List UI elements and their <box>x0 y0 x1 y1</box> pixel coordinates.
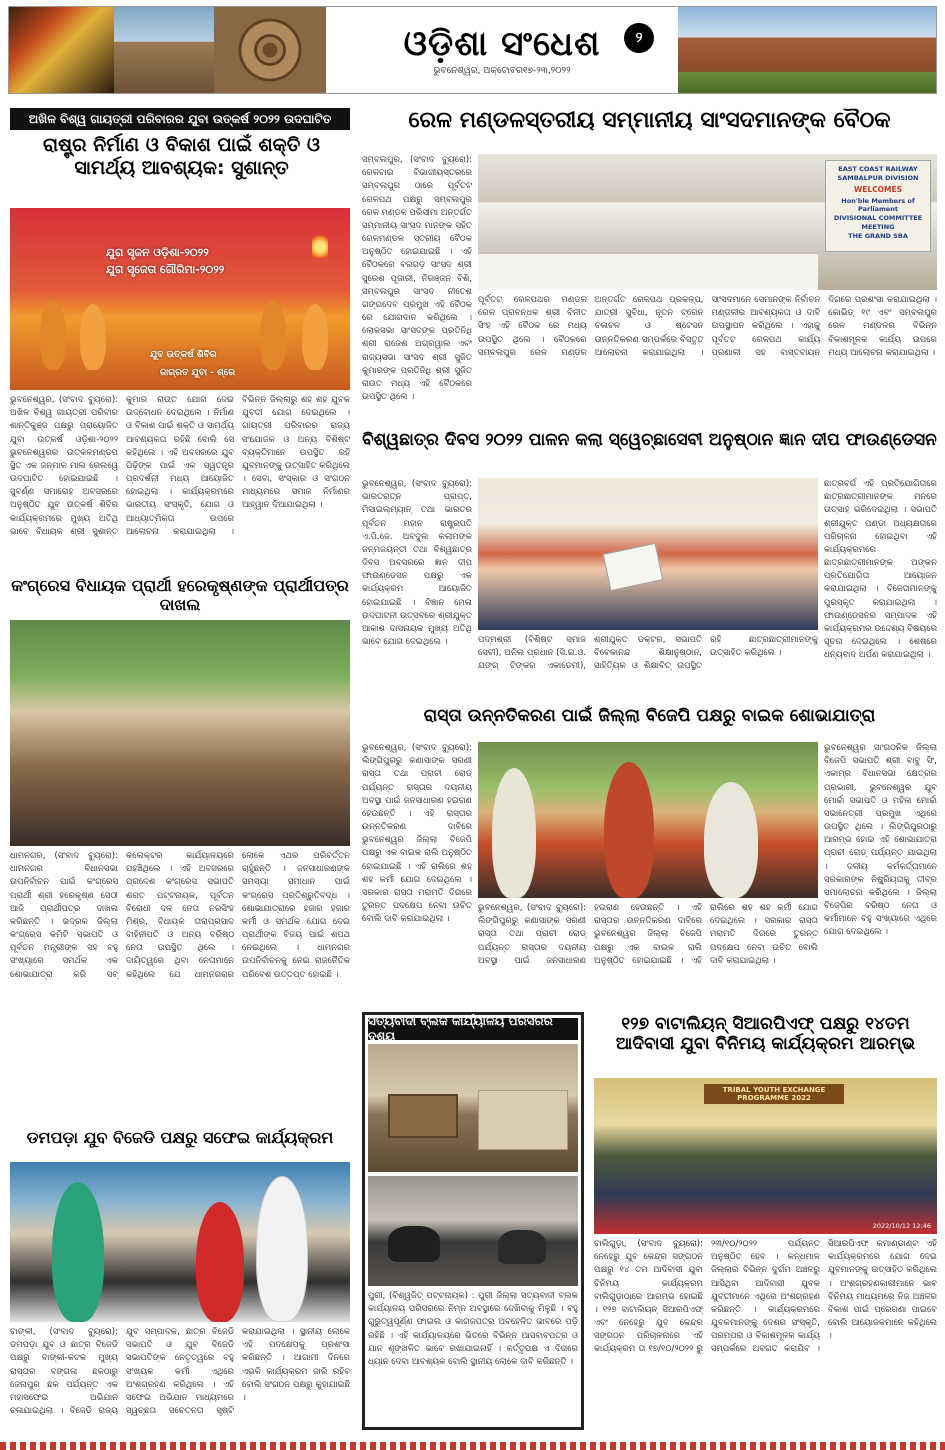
article6-body: ପୁରୀ, (ବିଶ୍ୱଜିତ୍ ପଟ୍ଟନାୟକ) : ପୁରୀ ଜିଲ୍ଲା ସତ୍ୟବାଦୀ ବ୍ଲକ କାର୍ଯ୍ୟାଳୟ ପରିସରରେ ନିମ୍ନ ଅବସ୍ଥାରେ ଦେଖିବାକୁ ମିଳୁଛି । ବହୁ ଗୁରୁତ୍ୱପୂର୍ଣ୍ଣ ଫାଇଲ ଓ କାଗଜପତ୍ର ଅବହେଳିତ ଭାବରେ ପଡ଼ି ରହିଛି । ଏହି କାର୍ଯ୍ୟାଳୟରେ ଭିତରେ ବିଭିନ୍ନ ଆସବାବପତ୍ର ଓ ଯାନ ଶୃଙ୍ଖଳିତ ଭାବେ ରଖାଯାଇନାହିଁ । କର୍ତ୍ତୃପକ୍ଷ ଏ ଦିଗରେ ଧ୍ୟାନ ଦେବା ଆବଶ୍ୟକ ବୋଲି ସ୍ଥାନୀୟ ଲୋକେ ଦାବି କରିଛନ୍ତି । <box>368 1291 578 1367</box>
parked-vehicles-photo <box>368 1176 578 1286</box>
article7-body: ବାଲିଗୁଡ଼ା, (ସଂବାଦ ବ୍ୟୁରୋ): ନେହେରୁ ଯୁବ କେନ୍ଦ୍ର ସଙ୍ଗଠନ ପକ୍ଷରୁ ୧୪ ତମ ଆଦିବାସୀ ଯୁବା ବିନିମୟ କାର୍ଯ୍ୟକ୍ରମ ବାଲିଗୁଡ଼ାଠାରେ ଆରମ୍ଭ ହୋଇଛି । ୧୨୭ ବାଟାଲିୟନ୍ ସିଆରପିଏଫ୍ ଏବଂ ନେହେରୁ ଯୁବ କେନ୍ଦ୍ର ସଙ୍ଗଠନ ପରିଚାଳନାରେ ଏହି କାର୍ଯ୍ୟକ୍ରମ ତା ୧୭/୧୦/୨୦୨୨ ରୁ ୨୩/୧୦/୨୦୨୨ ପର୍ଯ୍ୟନ୍ତ ଅନୁଷ୍ଠିତ ହେବ । କନ୍ଧମାଳ ଜିଲ୍ଲାର ବିଭିନ୍ନ ଦୁର୍ଗମ ଅଞ୍ଚଳରୁ ଆସିଥିବା ଆଦିବାସୀ ଯୁବକ ଯୁବତୀମାନେ ଏଥିରେ ଅଂଶଗ୍ରହଣ କରିଛନ୍ତି । କାର୍ଯ୍ୟକ୍ରମରେ ଯୁବକମାନଙ୍କୁ ଦେଶର ସଂସ୍କୃତି, ପରମ୍ପରା ଓ ବିକାଶମୂଳକ କାର୍ଯ୍ୟ ସମ୍ପର୍କରେ ଅବଗତ କରାଯିବ । ସିଆରପିଏଫ୍ କମାଣ୍ଡାଣ୍ଟ ଏହି କାର୍ଯ୍ୟକ୍ରମରେ ଯୋଗ ଦେଇ ଯୁବମାନଙ୍କୁ ଉତ୍ସାହିତ କରିଥିଲେ । ଅଂଶଗ୍ରହଣକାରୀମାନେ ଭାବ ବିନିମୟ ମାଧ୍ୟମରେ ନିଜ ଅଞ୍ଚଳର ବିକାଶ ପାଇଁ ପ୍ରେରଣା ପାଇବେ ବୋଲି ଆୟୋଜକମାନେ କହିଥିଲେ । <box>594 1239 937 1355</box>
article5-body-left: ଭୁବନେଶ୍ୱର, (ସଂବାଦ ବ୍ୟୁରୋ): ଲିଙ୍ଗିପୁରରୁ କଣାସାଙ୍କ ସରଣୀ ରାସ୍ତା ତଥା ପ୍ରାଚୀ ରୋଡ୍ ପର୍ଯ୍ୟନ୍ତ ରାସ୍ତାର ଦୟନୀୟ ଅବସ୍ଥା ପାଇଁ ଜନସାଧାରଣ ହଇରାଣ ହେଉଛନ୍ତି । ଏହି ରାସ୍ତାର ଉନ୍ନତିକରଣ ଦାବିରେ ଭୁବନେଶ୍ୱର ଜିଲ୍ଲା ବିଜେପି ପକ୍ଷରୁ ଏକ ବାଇକ ରାଲି ଅନୁଷ୍ଠିତ ହୋଇଯାଇଛି । ଏହି ରାଲିରେ ଶହ ଶହ କର୍ମୀ ଯୋଗ ଦେଇଥିଲେ । ସରକାର ରାସ୍ତା ମରାମତି ଦିଗରେ ତୁରନ୍ତ ପଦକ୍ଷେପ ନେବା ଉଚିତ ବୋଲି ଦାବି କରାଯାଇଥିଲା । <box>362 743 472 925</box>
stage-banner-line1: ଯୁଗ ସୃଜନ ଓଡ଼ିଶା-୨୦୨୨ <box>106 246 209 259</box>
welcome-line3: WELCOMES <box>853 184 903 194</box>
cleanup-volunteer <box>256 1176 308 1322</box>
welcome-line4: Hon'ble Members of Parliament <box>841 196 915 214</box>
article4-body-left: ଭୁବନେଶ୍ୱର, (ସଂବାଦ ବ୍ୟୁରୋ): ଭାରତରତ୍ନ ପ୍ରାପ୍ତ, ମିସାଇଲ୍ମ୍ୟାନ୍ ତଥା ଭାରତର ପୂର୍ବତନ ମହାନ ରାଷ୍ଟ୍ରପତି ଏ.ପି.ଜେ. ଅବଦୁଲ କଲାମଙ୍କ ଜନ୍ମଜୟନ୍ତୀ ତଥା ବିଶ୍ୱଛାତ୍ର ଦିବସ ଅବସରରେ ଜ୍ଞାନ ଦୀପ ଫାଉଣ୍ଡେସନ ପକ୍ଷରୁ ଏକ କାର୍ଯ୍ୟକ୍ରମ ଆୟୋଜିତ ହୋଇଯାଇଛି । ବିଜ୍ଞାନ ମେଳା ଉଦଘାଟନୀ ଉତ୍ସବରେ ଶ୍ରୀଯୁକ୍ତ ଆକାଶ ଦାସନାୟକ ମୁଖ୍ୟ ଅତିଥି ଭାବେ ଯୋଗ ଦେଇଥିଲେ । <box>362 479 472 648</box>
stage-banner-line4: ଜାଗ୍ରତ ଯୁବା - ଶ୍ରେ <box>160 368 236 378</box>
cleanup-volunteer <box>52 1182 104 1322</box>
cleanup-volunteer <box>196 1202 244 1322</box>
bottom-border-rule <box>0 1442 945 1450</box>
youth-festival-stage-photo <box>10 208 350 390</box>
masthead-title-block <box>326 7 678 93</box>
article6-box-title: ସତ୍ୟବାଦୀ ବ୍ଲକ କାର୍ଯ୍ୟାଳୟ ପରିସରର ଦୃଶ୍ୟ <box>368 1018 578 1040</box>
page-number: ୨ <box>624 23 654 53</box>
railway-meeting-photo <box>478 154 937 290</box>
newspaper-name: ଓଡ଼ିଶା ସଂଧେଶ <box>403 24 601 64</box>
office-files-photo <box>368 1044 578 1172</box>
bike-rally-photo <box>478 742 818 898</box>
article8-body: ବାଙ୍କୀ, (ସଂବାଦ ବ୍ୟୁରୋ): ଡମପଡ଼ା ଯୁବ ଓ ଛାତ୍ର ବିଜେଡି ପକ୍ଷରୁ ବାଙ୍କୀ-କଟକ ମୁଖ୍ୟ ରାସ୍ତାର ବଙ୍ଗଳା ଛକଠାରୁ ଜେନାପୁର ଛକ ପର୍ଯ୍ୟନ୍ତ ଏକ ମହାସଫେଇ ଅଭିଯାନ ଚଳାଯାଇଥିଲା । ବିଜେଡି ରାଜ୍ୟ ଯୁବ ସମ୍ପାଦକ, ଛାତ୍ର ବିଜେଡି ସଭାପତି ଓ ଯୁବ ବିଜେଡି ସଭାପତିଙ୍କ ନେତୃତ୍ୱରେ ବହୁ ସଂଖ୍ୟକ କର୍ମୀ ଏଥିରେ ଅଂଶଗ୍ରହଣ କରିଥିଲେ । ଏହି ସଫେଇ ଅଭିଯାନ ମାଧ୍ୟମରେ ସ୍ୱଚ୍ଛତା ସଚେତନତା ସୃଷ୍ଟି କରାଯାଇଥିଲା । ସ୍ଥାନୀୟ ଲୋକେ ଏହି ପଦକ୍ଷେପକୁ ପ୍ରଶଂସା କରିଛନ୍ତି । ଆଗାମୀ ଦିନରେ ଏଭଳି କାର୍ଯ୍ୟକ୍ରମ ଜାରି ରହିବ ବୋଲି ସଂଗଠନ ପକ୍ଷରୁ କୁହାଯାଇଛି । <box>10 1327 350 1417</box>
article4-body-right: ଛାତ୍ରବର୍ଗ ଏହି ପ୍ରତିଯୋଗିତାରେ ଛାତ୍ରଛାତ୍ରୀମାନଙ୍କ ମନରେ ଉତ୍ସାହ ଭରିଦେଇଥିଲା । ସଭାପତି ଶ୍ରୀଯୁକ୍ତ ପଣ୍ଡା ଅଧ୍ୟକ୍ଷତାରେ ପରିଚାଳନା ହୋଇଥିବା ଏହି କାର୍ଯ୍ୟକ୍ରମରେ ଛାତ୍ରଛାତ୍ରୀମାନଙ୍କ ଅଙ୍କନ ପ୍ରତିଯୋଗିତା ଆୟୋଜନ କରାଯାଇଥିଲା । ବିଜେତାମାନଙ୍କୁ ପୁରସ୍କୃତ କରାଯାଇଥିଲା । ଫାଉଣ୍ଡେସନର ସମ୍ପାଦକ ଏହି କାର୍ଯ୍ୟକ୍ରମର ଉଦ୍ଦେଶ୍ୟ ବିଷୟରେ ସୂଚନା ଦେଇଥିଲେ । ଶେଷରେ ଧନ୍ୟବାଦ ଅର୍ପଣ କରାଯାଇଥିଲା । <box>824 479 937 661</box>
article1-body: ଭୁବନେଶ୍ୱର, (ସଂବାଦ ବ୍ୟୁରୋ): ଅଖିଳ ବିଶ୍ୱ ଗାୟତ୍ରୀ ପରିବାର ଶାନ୍ତିକୁଞ୍ଜ ପକ୍ଷରୁ ପ୍ରାୟୋଜିତ ଯୁବା ଉତ୍କର୍ଷ ଓଡ଼ିଶା-୨୦୨୨ ଭୁବନେଶ୍ୱରର ଉତ୍କଳମଣ୍ଡପ ସ୍ଥିତ ଏକ ଜନ୍ମାଳ ମାଲ ରେଲୱେ ଉଦଘାଟିତ ହୋଇଯାଇଛି । ସୁବର୍ଣ୍ଣ ସମାରୋହ ଅବସରରେ ଅନୁଷ୍ଠିତ ଯୁବ ଉତ୍କର୍ଷ ଶିବିର କାର୍ଯ୍ୟକ୍ରମରେ ମୁଖ୍ୟ ଅତିଥି ଭାବେ ବିଧାୟକ ଶ୍ରୀ ସୁଶାନ୍ତ କୁମାର ରାଉତ ଯୋଗ ଦେଇ ଉଦ୍ବୋଧନ ଦେଇଥିଲେ । ନିର୍ମାଣ ଓ ବିକାଶ ପାଇଁ ଶକ୍ତି ଓ ସାମର୍ଥ୍ୟ ଆବଶ୍ୟକତା ରହିଛି ବୋଲି ସେ କହିଥିଲେ । ଏହି ଅବସରରେ ଯୁବ ପିଢ଼ିଙ୍କ ପାଇଁ ଏକ ସ୍ୱତନ୍ତ୍ର ପ୍ରଦର୍ଶନୀ ମଧ୍ୟ ଆୟୋଜିତ ହୋଇଥିଲା । କାର୍ଯ୍ୟକ୍ରମରେ ଭାରତୀୟ ସଂସ୍କୃତି, ଯୋଗ ଓ ଆଧ୍ୟାତ୍ମିକତା ଉପରେ ଆଲୋଚନା କରାଯାଇଥିଲା । ବିଭିନ୍ନ ଜିଲ୍ଲାରୁ ଶହ ଶହ ଯୁବକ ଯୁବତୀ ଯୋଗ ଦେଇଥିଲେ । ଗାୟତ୍ରୀ ପରିବାରର ରାଜ୍ୟ ସଂଯୋଜକ ଓ ଅନ୍ୟ ବିଶିଷ୍ଟ ବ୍ୟକ୍ତିମାନେ ଉପସ୍ଥିତ ରହି ଯୁବମାନଙ୍କୁ ଉତ୍ସାହିତ କରିଥିଲେ । ସେବା, ସଂସ୍କାର ଓ ସଂଗଠନ ମାଧ୍ୟମରେ ସମାଜ ନିର୍ମାଣର ଆହ୍ୱାନ ଦିଆଯାଇଥିଲା । <box>10 395 350 537</box>
stage-banner-line2: ଯୁଗ ସୃଜେତା ଗୌରିମା-୨୦୨୨ <box>106 263 225 276</box>
scooter-icon <box>498 1230 546 1264</box>
welcome-banner <box>825 160 931 252</box>
rally-person <box>704 782 758 898</box>
nomination-rally-photo <box>10 620 350 846</box>
article4-headline: ବିଶ୍ୱଛାତ୍ର ଦିବସ ୨୦୨୨ ପାଳନ କଲା ସ୍ୱେଚ୍ଛାସେବୀ ଅନୁଷ୍ଠାନ ଜ୍ଞାନ ଦୀପ ଫାଉଣ୍ଡେସନ <box>362 430 937 450</box>
stage-banner-line3: ଯୁବ ଉତ୍କର୍ଷ ଶିବିର <box>150 350 217 360</box>
welcome-line1: EAST COAST RAILWAY <box>838 165 918 173</box>
performer-figure <box>260 300 286 370</box>
file-pile <box>478 1090 568 1150</box>
masthead <box>8 6 937 94</box>
welcome-line6: THE GRAND SBA <box>848 231 908 240</box>
photo-timestamp: 2022/10/12 12:46 <box>872 1222 931 1230</box>
kalam-portrait-sketch <box>603 543 664 591</box>
programme-banner: TRIBAL YOUTH EXCHANGE PROGRAMME 2022 <box>704 1084 844 1104</box>
article1-kicker: ଅଖିଳ ବିଶ୍ୱ ଗାୟତ୍ରୀ ପରିବାରର ଯୁବା ଉତ୍କର୍ଷ ୨୦୨୨ ଉଦଘାଟିତ <box>10 108 350 130</box>
issue-date: ଭୁବନେଶ୍ୱର, ଅକ୍ଟୋବର୧୭-୨୩,୨୦୨୨ <box>433 66 571 76</box>
welcome-line5: DIVISIONAL COMMITTEE MEETING <box>833 214 923 231</box>
temple-photo <box>114 7 214 93</box>
konark-wheel-photo <box>214 7 326 93</box>
conference-table <box>478 252 818 290</box>
article4-caption: ପଦ୍ମଶ୍ରୀ (ବିଶିଷ୍ଟ ସମାଜ ସେବୀ), ଅନିଲ ପ୍ରଧାନ (ସି.ଇ.ଓ. ଯଙ୍ଗ୍ ଟିଙ୍କର ଏକାଡେମୀ), ଶ୍ରୀଯୁକ୍ତ ଡକ୍ଟର, ସଭାପତି ବିବେକାନନ୍ଦ ଶିକ୍ଷାନୁଷ୍ଠାନ, ସାହିତ୍ୟିକ ଓ ଶିକ୍ଷାବିତ୍ ଉପସ୍ଥିତ ରହି ଛାତ୍ରଛାତ୍ରୀମାନଙ୍କୁ ଉତ୍ସାହିତ କରିଥିଲେ । <box>478 635 818 672</box>
dancer-photo <box>9 7 114 93</box>
article1-headline: ରାଷ୍ଟ୍ର ନିର୍ମାଣ ଓ ବିକାଶ ପାଇଁ ଶକ୍ତି ଓ ସାମର୍ଥ୍ୟ ଆବଶ୍ୟକ: ସୁଶାନ୍ତ <box>43 134 320 179</box>
article2-body-left: ସମ୍ବଲପୁର, (ସଂବାଦ ବ୍ୟୁରୋ): ରେଳବାଇ ବିଭାଗୀୟସ୍ତରରେ ସମ୍ବଲପୁର ଠାରେ ପୂର୍ବତଟ ରେଳପଥ ପକ୍ଷରୁ ସମ୍ବଲପୁର ରେଳ ମଣ୍ଡଳ ପରିସୀମା ଅନ୍ତର୍ଗତ ସମ୍ମାନୀୟ ସାଂସଦ ମାନଙ୍କ ସହିତ ରେଳମଣ୍ଡଳ ସ୍ତରୀୟ ବୈଠକ ଅନୁଷ୍ଠିତ ହୋଇଯାଇଛି । ଏହି ବୈଠକରେ ବରଗଡ଼ ସାଂସଦ ଶ୍ରୀ ସୁରେଶ ପୂଜାରୀ, ନିରଞ୍ଜନ ବିଶି, ସମ୍ବଲପୁର ସାଂସଦ ନୀତେଶ ଗଙ୍ଗଦେବ ପ୍ରମୁଖ ଏହି ବୈଠକ ରେ ଯୋଗଦାନ କରିଥିଲେ । ଲୋକସଭା ସାଂସଦଙ୍କ ପ୍ରତିନିଧି ଶ୍ରୀ ରାଜେଶ ଅଗ୍ରୱାଲ ଏବଂ ରାଜ୍ୟସଭା ସାଂସଦ ଶ୍ରୀ ସୁଜିତ କୁମାରଙ୍କ ପ୍ରତିନିଧି ଶ୍ରୀ ସୁଜିତ ରାଉତ ମଧ୍ୟ ଏହି ବୈଠକରେ ଉପସ୍ଥିତ ଥିଲେ । <box>362 155 472 403</box>
rally-person-speaker <box>604 762 654 898</box>
article5-body-right: ଭୁବନେଶ୍ୱର ସାଂଗଠନିକ ଜିଲ୍ଲା ବିଜେପି ସଭାପତି ଶ୍ରୀ ବାବୁ ସିଂ, ଏକାମ୍ର ବିଧାନସଭା କ୍ଷେତ୍ରର ପ୍ରଭାରୀ, ଭୁବନେଶ୍ୱର ଯୁବ ମୋର୍ଚ୍ଚା ସଭାପତି ଓ ମହିଳା ମୋର୍ଚ୍ଚା ସଭାନେତ୍ରୀ ପ୍ରମୁଖ ଏଥିରେ ଉପସ୍ଥିତ ଥିଲେ । ଲିଙ୍ଗିପୁରଠାରୁ ଆରମ୍ଭ ହୋଇ ଏହି ଶୋଭାଯାତ୍ରା ପ୍ରାଚୀ ରୋଡ୍ ପର୍ଯ୍ୟନ୍ତ ଯାଇଥିଲା । ଦଳୀୟ କର୍ମକର୍ତ୍ତାମାନେ ସରକାରଙ୍କ ନିଷ୍କ୍ରିୟତାକୁ ତୀବ୍ର ସମାଲୋଚନା କରିଥିଲେ । ଜିଲ୍ଲା ବିଜେପିର ବରିଷ୍ଠ ନେତା ଓ କର୍ମୀମାନେ ବହୁ ସଂଖ୍ୟାରେ ଏଥିରେ ଯୋଗ ଦେଇଥିଲେ । <box>824 743 937 938</box>
performer-figure <box>302 304 328 370</box>
performer-figure <box>80 304 106 370</box>
torch-icon <box>312 232 328 262</box>
student-day-group-photo <box>478 478 818 630</box>
scooter-icon <box>388 1226 440 1262</box>
article2-headline: ରେଳ ମଣ୍ଡଳସ୍ତରୀୟ ସମ୍ମାନୀୟ ସାଂସଦମାନଙ୍କ ବୈଠକ <box>408 108 891 133</box>
article7-headline: ୧୨୭ ବାଟାଲିୟନ୍ ସିଆରପିଏଫ୍ ପକ୍ଷରୁ ୧୪ତମ ଆଦିବାସୀ ଯୁବା ବିନିମୟ କାର୍ଯ୍ୟକ୍ରମ ଆରମ୍ଭ <box>615 1014 916 1055</box>
cleanup-drive-photo <box>10 1162 350 1322</box>
article8-headline: ଡମପଡ଼ା ଯୁବ ବିଜେଡି ପକ୍ଷରୁ ସଫେଇ କାର୍ଯ୍ୟକ୍ରମ <box>26 1128 334 1147</box>
office-table <box>388 1094 458 1138</box>
article3-headline: କଂଗ୍ରେସ ବିଧାୟକ ପ୍ରାର୍ଥୀ ହରେକୃଷ୍ଣଙ୍କ ପ୍ରାର୍ଥୀପତ୍ର ଦାଖଲ <box>11 576 349 615</box>
article5-headline: ରାସ୍ତା ଉନ୍ନତିକରଣ ପାଇଁ ଜିଲ୍ଲା ବିଜେପି ପକ୍ଷରୁ ବାଇକ ଶୋଭାଯାତ୍ରା <box>423 706 876 726</box>
tribal-youth-exchange-photo <box>594 1078 937 1234</box>
rally-person <box>492 768 536 898</box>
performer-figure <box>40 300 66 370</box>
heritage-ruin-photo <box>678 7 936 93</box>
welcome-line2: SAMBALPUR DIVISION <box>837 173 919 182</box>
article5-body-mid: ଭୁବନେଶ୍ୱର, (ସଂବାଦ ବ୍ୟୁରୋ): ଲିଙ୍ଗିପୁରରୁ କଣାସାଙ୍କ ସରଣୀ ରାସ୍ତା ତଥା ପ୍ରାଚୀ ରୋଡ୍ ପର୍ଯ୍ୟନ୍ତ ରାସ୍ତାର ଦୟନୀୟ ଅବସ୍ଥା ପାଇଁ ଜନସାଧାରଣ ହଇରାଣ ହେଉଛନ୍ତି । ଏହି ରାସ୍ତାର ଉନ୍ନତିକରଣ ଦାବିରେ ଭୁବନେଶ୍ୱର ଜିଲ୍ଲା ବିଜେପି ପକ୍ଷରୁ ଏକ ବାଇକ ରାଲି ଅନୁଷ୍ଠିତ ହୋଇଯାଇଛି । ଏହି ରାଲିରେ ଶହ ଶହ କର୍ମୀ ଯୋଗ ଦେଇଥିଲେ । ସରକାର ରାସ୍ତା ମରାମତି ଦିଗରେ ତୁରନ୍ତ ପଦକ୍ଷେପ ନେବା ଉଚିତ ବୋଲି ଦାବି କରାଯାଇଥିଲା । <box>478 903 818 966</box>
article3-body: ଧାମନଗର, (ସଂବାଦ ବ୍ୟୁରୋ): ଧାମନଗର ବିଧାନସଭା ଉପନିର୍ବାଚନ ପାଇଁ କଂଗ୍ରେସ ପ୍ରାର୍ଥୀ ଶ୍ରୀ ହରେକୃଷ୍ଣ ସେଠୀ ଆଜି ପ୍ରାର୍ଥୀପତ୍ର ଦାଖଲ କରିଛନ୍ତି । ଭଦ୍ରକ ଜିଲ୍ଲା କଂଗ୍ରେସ କମିଟି ସଭାପତି ଓ ପୂର୍ବତନ ମନ୍ତ୍ରୀଙ୍କ ସହ ବହୁ ସଂଖ୍ୟାରେ ସମର୍ଥକ ଏକ ଶୋଭାଯାତ୍ରା କରି ସବ୍ କଲେକ୍ଟର କାର୍ଯ୍ୟାଳୟରେ ପହଞ୍ଚିଥିଲେ । ଏହି ଅବସରରେ ପ୍ରଦେଶ କଂଗ୍ରେସ ସଭାପତି ଶରତ ପଟ୍ଟନାୟକ, ପୂର୍ବତନ ବିରୋଧୀ ଦଳ ନେତା ନରସିଂହ ମିଶ୍ର, ବିଧାୟକ ତାରାପ୍ରସାଦ ବାହିନୀପତି ଓ ଅନ୍ୟ ବରିଷ୍ଠ ନେତା ଉପସ୍ଥିତ ଥିଲେ । ଦାୟିତ୍ୱରେ ଥିବା ନେତାମାନେ କହିଥିଲେ ଯେ ଧାମନଗରର ଲୋକେ ଏଥର ପରିବର୍ତ୍ତନ ଚାହୁଁଛନ୍ତି । ଜନସାଧାରଣଙ୍କ ସମସ୍ୟା ସମାଧାନ ପାଇଁ କଂଗ୍ରେସ ପ୍ରତିଶ୍ରୁତିବଦ୍ଧ । ଶୋଭାଯାତ୍ରାରେ ହଜାର ହଜାର କର୍ମୀ ଓ ସମର୍ଥକ ଯୋଗ ଦେଇ ପ୍ରାର୍ଥୀଙ୍କ ବିଜୟ ପାଇଁ ଶପଥ ନେଇଥିଲେ । ଧାମନଗର ଉପନିର୍ବାଚନକୁ ନେଇ ରାଜନୈତିକ ପରିବେଶ ଉତ୍ତପ୍ତ ହୋଇଛି । <box>10 851 350 980</box>
article2-body-right: ପୂର୍ବତଟ ରେଳପଥର ମଣ୍ଡଳ ରେଳ ପ୍ରବନ୍ଧକ ଶ୍ରୀ ବିନୀତ ସିଂହ ଏହି ବୈଠକ ରେ ମଧ୍ୟ ଉପସ୍ଥିତ ଥିଲେ । ବୈଠକରେ ସମ୍ବଲପୁର ରେଳ ମଣ୍ଡଳ ଅନ୍ତର୍ଗତ ରେଳପଥ ପ୍ରକଳ୍ପ, ଯାତ୍ରୀ ସୁବିଧା, ନୂତନ ଟ୍ରେନ ଚଳାଚଳ ଓ ଷ୍ଟେସନ ଉନ୍ନତିକରଣ ସମ୍ପର୍କରେ ବିସ୍ତୃତ ଆଲୋଚନା କରାଯାଇଥିଲା । ସାଂସଦମାନେ ସେମାନଙ୍କ ନିର୍ବାଚନ ମଣ୍ଡଳୀର ଆବଶ୍ୟକତା ଓ ଦାବି ଉପସ୍ଥାପନ କରିଥିଲେ । ଏହାକୁ ପୂର୍ବତଟ ରେଳପଥ କାର୍ଯ୍ୟ ପ୍ରଣାଳୀ ସହ ବାସ୍ତବାୟନ ଦିଗରେ ପ୍ରଶଂସା କରାଯାଇଥିଲା । କୋଭିଡ୍ ୧୯ ଏବଂ ସମ୍ବଲପୁର ରେଳ ମଣ୍ଡଳର ବିଭିନ୍ନ ବିକାଶମୂଳକ କାର୍ଯ୍ୟ ଉପରେ ମଧ୍ୟ ଆଲୋଚନା କରାଯାଇଥିଲା । <box>478 295 937 358</box>
